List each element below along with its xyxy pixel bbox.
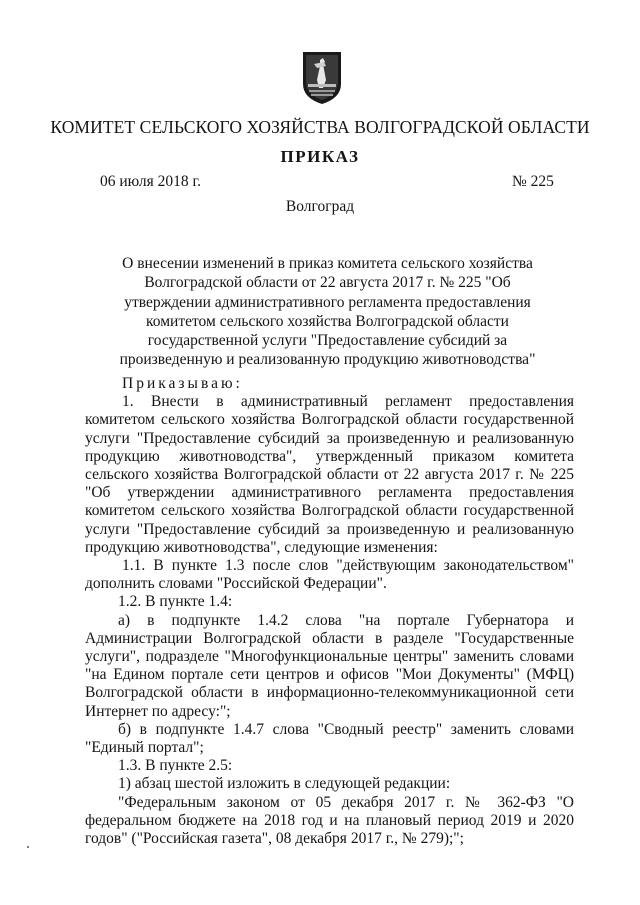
paragraph-1: 1. Внести в административный регламент предоставления комитетом сельского хозяйства Волгоградской области государственной услуги "Предоставление субсидий за произведенную и реализованную продукцию животноводства", утвержденный приказом комитета сельского хозяйства Волгоградской области от 22 августа 2017 г. № 225 "Об утверждении административного регламента предоставления комитетом сельского хозяйства Волгоградской области государственной услуги "Предоставление субсидий за произведенную и реализованную продукцию животноводства", следующие изменения: [85,393,574,556]
order-directive: Приказываю: [122,375,243,392]
document-type: ПРИКАЗ [280,147,360,166]
committee-name: КОМИТЕТ СЕЛЬСКОГО ХОЗЯЙСТВА ВОЛГОГРАДСКОЙ ОБЛАСТИ [50,117,590,137]
volgograd-coat-of-arms-icon [300,50,344,106]
paragraph-1-2: 1.2. В пункте 1.4: [118,593,233,611]
paragraph-1-3: 1.3. В пункте 2.5: [118,757,233,775]
paragraph-1-2-a: а) в подпункте 1.4.2 слова "на портале Губернатора и Администрации Волгоградской области в разделе "Государственные услуги", подразделе "Многофункциональные центры" заменить словами "на Едином портале сети центров и офисов "Мои Документы" (МФЦ) Волгоградской области в информационно-телекоммуникационной сети Интернет по адресу:"; [85,611,574,720]
order-number: № 225 [512,173,554,190]
paragraph-1-2-b: б) в подпункте 1.4.7 слова "Сводный реестр" заменить словами "Единый портал"; [85,720,574,757]
order-date: 06 июля 2018 г. [100,173,201,190]
paragraph-quote: "Федеральным законом от 05 декабря 2017 г. № 362-ФЗ "О федеральном бюджете на 2018 год и на плановый период 2019 и 2020 годов" ("Российская газета", 08 декабря 2017 г., № 279);"; [85,793,574,848]
paragraph-1-1: 1.1. В пункте 1.3 после слов "действующим законодательством" дополнить словами "Российской Федерации". [85,557,574,593]
scan-speck [27,846,29,848]
paragraph-1-3-1: 1) абзац шестой изложить в следующей редакции: [118,775,451,793]
order-body [85,375,574,848]
issue-city: Волгоград [285,198,355,215]
order-subject: О внесении изменений в приказ комитета сельского хозяйства Волгоградской области от 22 августа 2017 г. № 225 "Об утверждении административного регламента предоставления комитетом сельского хозяйства Волгоградской области государственной услуги "Предоставление субсидий за произведенную и реализованную продукцию животноводства" [119,255,536,369]
